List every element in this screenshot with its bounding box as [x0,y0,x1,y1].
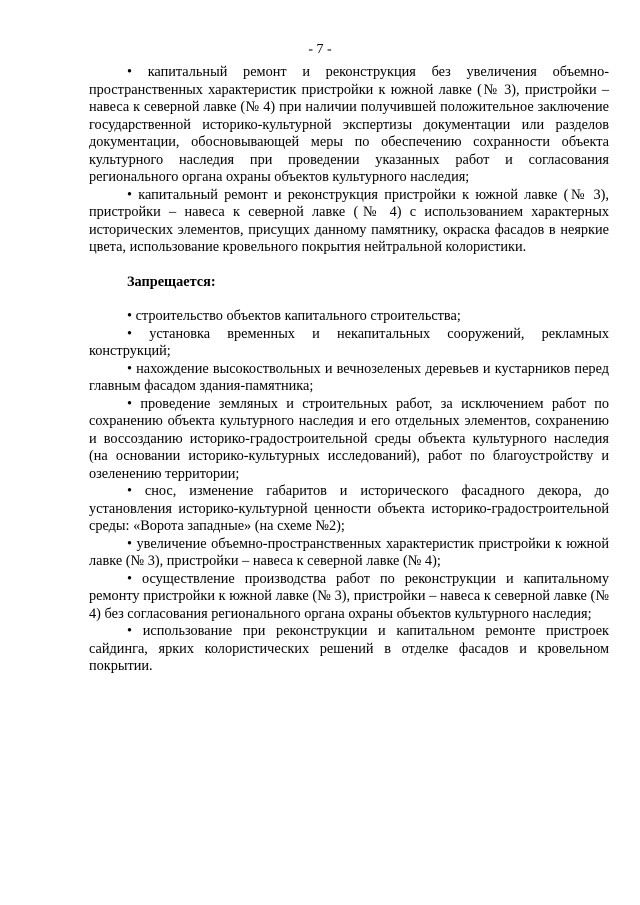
prohibited-item: • осуществление производства работ по реконструкции и капитальному ремонту пристройки к южной лавке (№ 3), пристройки – навеса к северной лавке (№ 4) без согласования регионального органа охраны объектов культурного наследия; [89,570,609,622]
spacer [89,291,609,308]
prohibited-item: • увеличение объемно-пространственных характеристик пристройки к южной лавке (№ 3), пристройки – навеса к северной лавке (№ 4); [89,535,609,569]
prohibited-item: • снос, изменение габаритов и исторического фасадного декора, до установления историко-культурной ценности объекта историко-градостроительной среды: «Ворота западные» (на схеме №2); [89,483,609,534]
spacer [89,257,609,274]
prohibited-item: • установка временных и некапитальных сооружений, рекламных конструкций; [89,325,609,359]
prohibited-heading: Запрещается: [127,273,216,290]
page-number: - 7 - [308,42,332,57]
permitted-item: • капитальный ремонт и реконструкция пристройки к южной лавке (№ 3), пристройки – навеса к северной лавке (№ 4) с использованием характерных исторических элементов, присущих данному памятнику, окраска фасадов в неяркие цвета, использование кровельного покрытия нейтральной колористики. [89,186,609,255]
prohibited-item: • нахождение высокоствольных и вечнозеленых деревьев и кустарников перед главным фасадом здания-памятника; [89,360,609,394]
prohibited-item: • проведение земляных и строительных работ, за исключением работ по сохранению объекта культурного наследия и его отдельных элементов, сохранению и воссозданию историко-градостроительной среды объекта культурного наследия (на основании историко-культурных исследований), работ по благоустройству и озеленению территории; [89,395,609,482]
prohibited-item: • использование при реконструкции и капитальном ремонте пристроек сайдинга, ярких колористических решений в отделке фасадов и кровельном покрытии. [89,623,609,674]
document-body [89,64,609,676]
permitted-item: • капитальный ремонт и реконструкция без увеличения объемно-пространственных характеристик пристройки к южной лавке (№ 3), пристройки – навеса к северной лавке (№ 4) при наличии получившей положительное заключение государственной историко-культурной экспертизы документации или разделов документации, обосновывающей меры по обеспечению сохранности объекта культурного наследия при проведении указанных работ и согласования регионального органа охраны объектов культурного наследия; [89,64,609,185]
prohibited-item: • строительство объектов капитального строительства; [127,308,461,324]
